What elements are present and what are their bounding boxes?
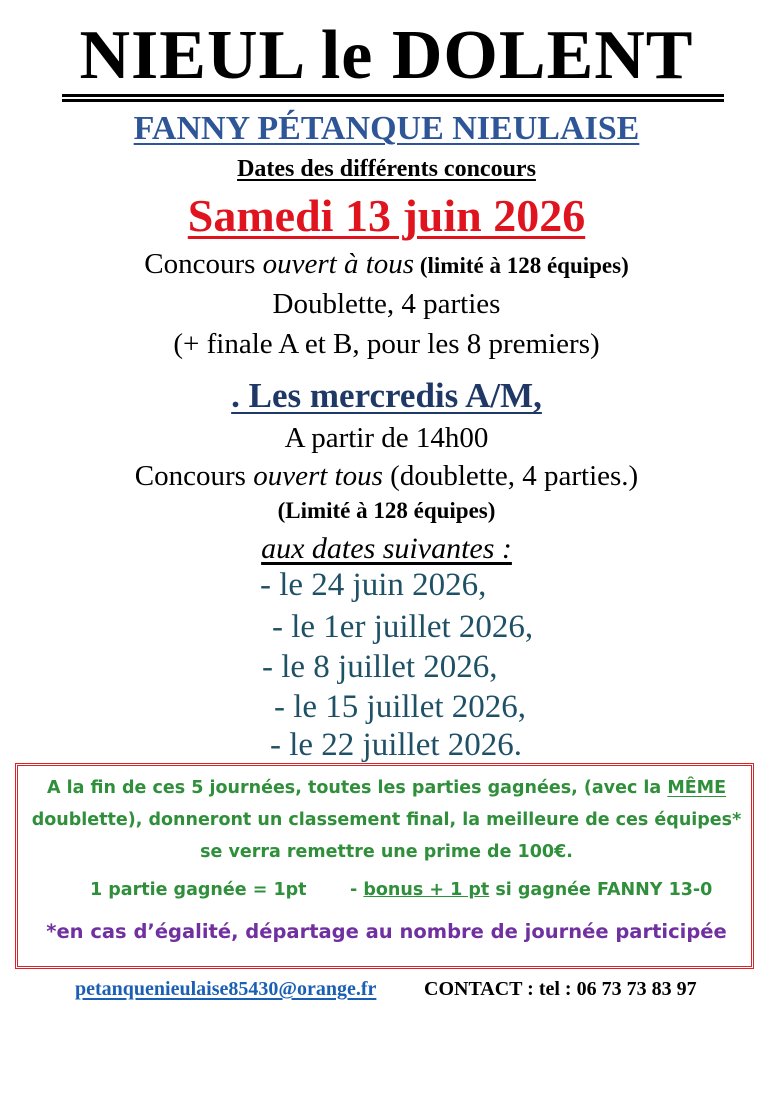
saturday-finale: (+ finale A et B, pour les 8 premiers) bbox=[173, 328, 600, 360]
dates-intro: aux dates suivantes : bbox=[261, 532, 512, 565]
rules-line-3: se verra remettre une prime de 100€. bbox=[200, 842, 573, 862]
saturday-date: Samedi 13 juin 2026 bbox=[187, 190, 586, 241]
wednesdays-open-line: Concours ouvert tous (doublette, 4 parties.) bbox=[134, 460, 639, 492]
date-item-2: - le 1er juillet 2026, bbox=[272, 609, 534, 645]
saturday-open-line: Concours ouvert à tous (limité à 128 équipes) bbox=[144, 248, 629, 280]
date-item-3: - le 8 juillet 2026, bbox=[262, 649, 498, 685]
saturday-format: Doublette, 4 parties bbox=[272, 288, 501, 320]
page-title: NIEUL le DOLENT bbox=[79, 17, 694, 94]
date-item-1: - le 24 juin 2026, bbox=[260, 567, 487, 603]
club-name: FANNY PÉTANQUE NIEULAISE bbox=[133, 110, 640, 147]
rules-line-2: doublette), donneront un classement final, la meilleure de ces équipes* bbox=[31, 810, 742, 830]
dates-heading: Dates des différents concours bbox=[237, 156, 536, 182]
rules-line-1: A la fin de ces 5 journées, toutes les parties gagnées, (avec la MÊME bbox=[46, 778, 727, 798]
wednesdays-heading: . Les mercredis A/M, bbox=[231, 376, 542, 415]
title-underline-top bbox=[62, 94, 724, 97]
points-rule: 1 partie gagnée = 1pt bbox=[90, 880, 307, 900]
contact-email-link[interactable]: petanquenieulaise85430@orange.fr bbox=[75, 978, 377, 1000]
wednesdays-limit: (Limité à 128 équipes) bbox=[277, 498, 496, 523]
title-underline-bottom bbox=[62, 99, 724, 102]
contact-phone: CONTACT : tel : 06 73 73 83 97 bbox=[424, 978, 697, 1000]
date-item-5: - le 22 juillet 2026. bbox=[270, 727, 523, 763]
bonus-rule: - bonus + 1 pt si gagnée FANNY 13-0 bbox=[350, 880, 713, 900]
tie-break-rule: *en cas d’égalité, départage au nombre de journée participée bbox=[46, 920, 727, 943]
date-item-4: - le 15 juillet 2026, bbox=[274, 689, 527, 725]
wednesdays-start-time: A partir de 14h00 bbox=[284, 422, 489, 454]
